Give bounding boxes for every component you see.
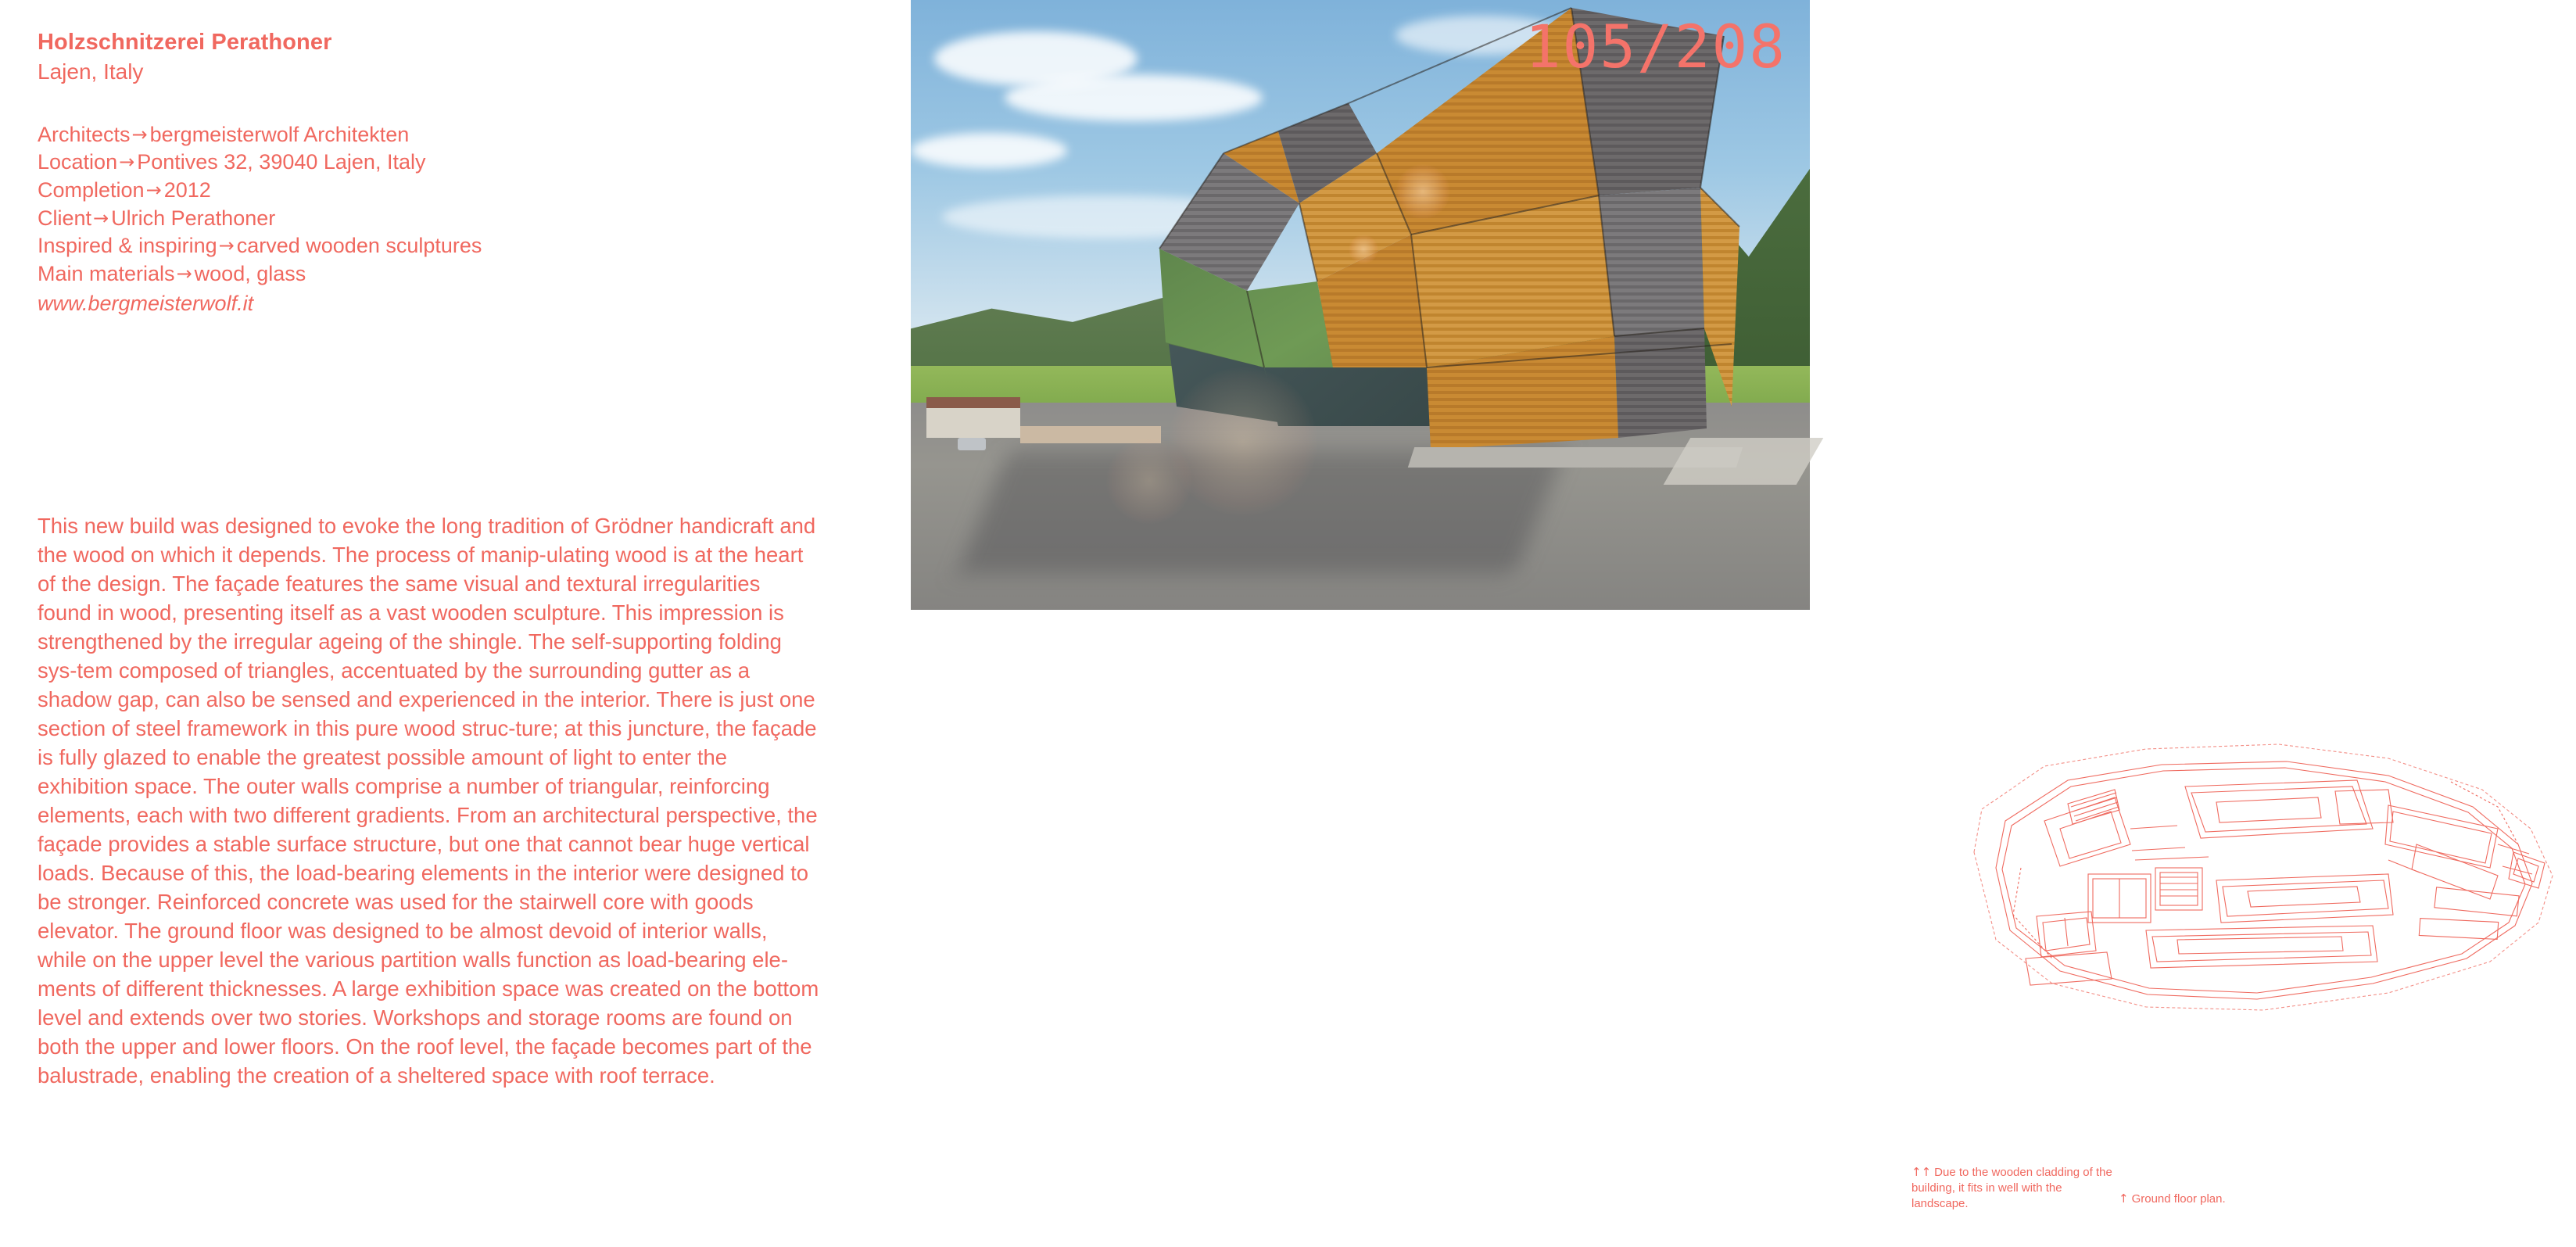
fact-row-materials	[38, 260, 856, 288]
fact-row-inspired	[38, 232, 856, 260]
plan-drawing	[1951, 735, 2576, 1032]
fact-value-materials: wood, glass	[194, 261, 306, 285]
fact-value-inspired: carved wooden sculptures	[236, 234, 482, 258]
fact-row-completion	[38, 177, 856, 205]
photo-caption	[1911, 1165, 2115, 1211]
fact-label-location: Location	[38, 150, 118, 174]
fact-label-architects: Architects	[38, 122, 131, 146]
arrow-right-icon: →	[93, 206, 109, 229]
arrow-right-icon: →	[119, 151, 135, 174]
fact-value-client: Ulrich Perathoner	[111, 206, 276, 230]
arrow-up-double-icon: ↑↑	[1911, 1165, 1932, 1179]
arrow-right-icon: →	[218, 235, 235, 257]
fact-label-client: Client	[38, 206, 92, 230]
fact-value-architects: bergmeisterwolf Architekten	[149, 122, 410, 146]
fact-label-inspired: Inspired & inspiring	[38, 234, 217, 258]
project-facts-list	[38, 121, 856, 318]
fact-value-location: Pontives 32, 39040 Lajen, Italy	[137, 150, 426, 174]
photo-caption-text: Due to the wooden cladding of the building, it fits in well with the landscape.	[1911, 1166, 2112, 1210]
website-link[interactable]: www.bergmeisterwolf.it	[38, 292, 254, 316]
page-number: 105/208	[1524, 12, 1786, 81]
body-paragraph: This new build was designed to evoke the long tradition of Grödner handicraft and the wood on which it depends. The process of manip-ulating wood is at the heart of the design. The façade features the same visual and textural irregularities found in wood, presenting itself as a vast wooden sculpture. This impression is strengthened by the irregular ageing of the shingle. The self-supporting folding sys-tem composed of triangles, accentuated by the surrounding gutter as a shadow gap, can also be sensed and experienced in the interior. There is just one section of steel framework in this pure wood struc-ture; at this juncture, the façade is fully glazed to enable the greatest possible amount of light to enter the exhibition space. The outer walls comprise a number of triangular, reinforcing elements, each with two different gradients. From an architectural perspective, the façade provides a stable surface structure, but one that cannot bear huge vertical loads. Because of this, the load-bearing elements in the interior were designed to be stronger. Reinforced concrete was used for the stairwell core with goods elevator. The ground floor was designed to be almost devoid of interior walls, while on the upper level the various partition walls function as load-bearing ele-ments of different thicknesses. A large exhibition space was created on the bottom level and extends over two stories. Workshops and storage rooms are found on both the upper and lower floors. On the roof level, the façade becomes part of the balustrade, enabling the creation of a sheltered space with roof terrace.	[38, 514, 819, 1088]
plan-caption	[2119, 1191, 2369, 1207]
arrow-right-icon: →	[145, 178, 162, 201]
plan-caption-text: Ground floor plan.	[2131, 1192, 2226, 1206]
arrow-right-icon: →	[176, 262, 192, 285]
ground-floor-plan	[1951, 735, 2576, 1032]
fact-label-materials: Main materials	[38, 261, 175, 285]
building-crease-lines	[911, 0, 1810, 610]
fact-row-client	[38, 205, 856, 233]
fact-label-completion: Completion	[38, 177, 145, 202]
right-media-column	[903, 0, 2226, 1247]
fact-row-location	[38, 149, 856, 177]
fact-value-completion: 2012	[163, 177, 211, 202]
fact-row-architects	[38, 121, 856, 149]
paving-strip	[1664, 438, 1824, 485]
arrow-right-icon: →	[131, 123, 148, 145]
project-location: Lajen, Italy	[38, 59, 144, 84]
page-title: Holzschnitzerei Perathoner	[38, 30, 332, 55]
arrow-up-icon: ↑	[2119, 1191, 2129, 1206]
building-photo	[911, 0, 1810, 610]
